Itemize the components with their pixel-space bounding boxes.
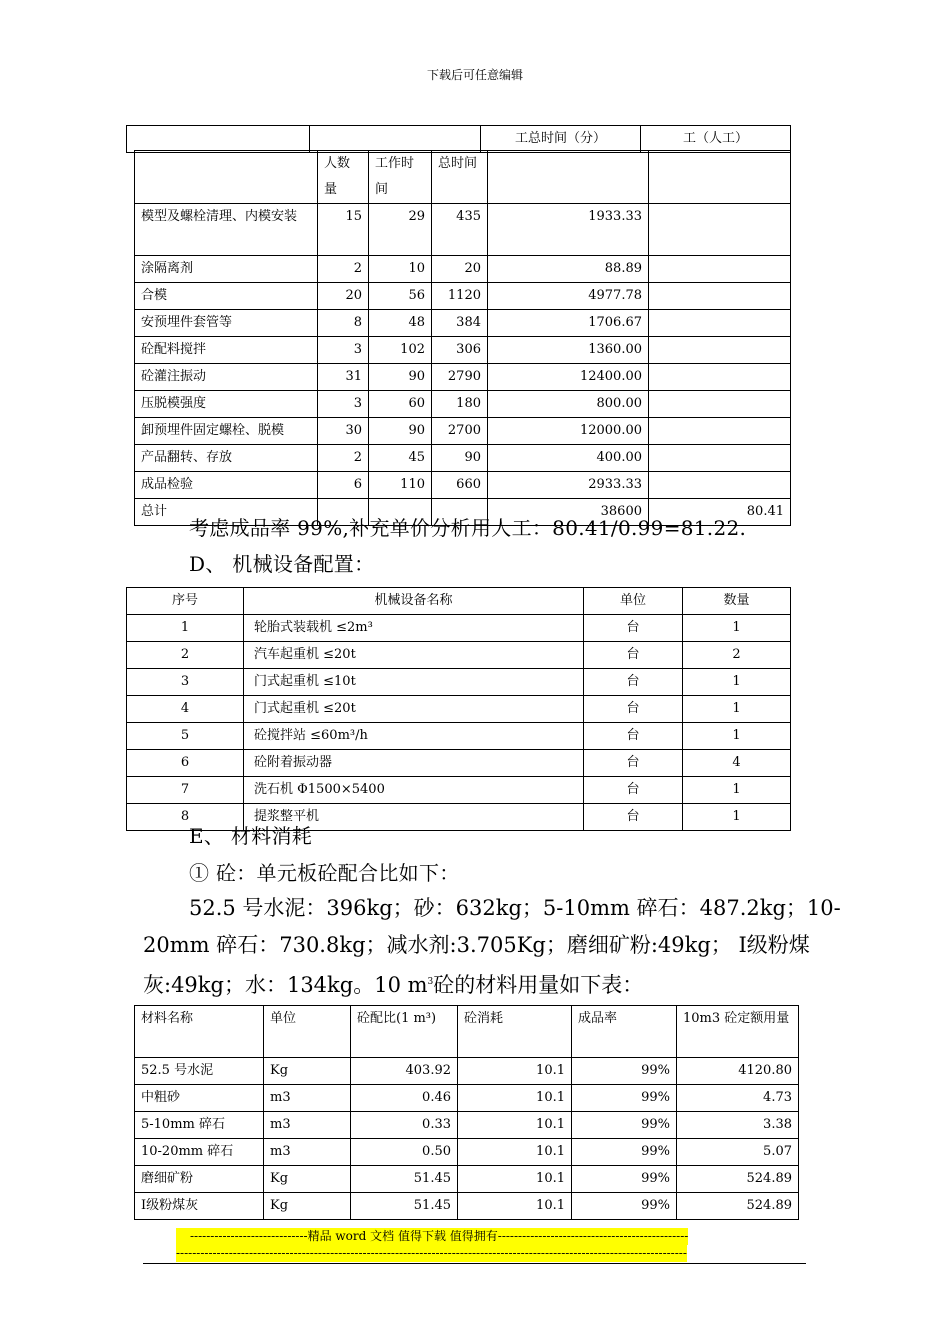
table-cell: 5 bbox=[127, 723, 244, 750]
table-cell: 1 bbox=[683, 669, 791, 696]
table-cell: 56 bbox=[369, 283, 432, 310]
table-row bbox=[135, 364, 791, 391]
table-cell: 1 bbox=[683, 615, 791, 642]
table-cell bbox=[649, 283, 791, 310]
table-header-row bbox=[135, 151, 791, 204]
table-cell: 29 bbox=[369, 204, 432, 256]
table-cell: 80.41 bbox=[649, 499, 791, 526]
table-cell: 51.45 bbox=[351, 1193, 458, 1220]
table-row bbox=[127, 642, 791, 669]
table-cell: 20 bbox=[318, 283, 369, 310]
table-cell: 中粗砂 bbox=[135, 1085, 264, 1112]
table-cell: 汽车起重机 ≤20t bbox=[244, 642, 584, 669]
table-cell: 门式起重机 ≤10t bbox=[244, 669, 584, 696]
footer-line: -----------------------------精品 word 文档 值得下载 值得拥有----------------------------------------------- bbox=[176, 1228, 688, 1245]
footer-line: ------------------------------------------------------------------------------------------------------------------------------ bbox=[176, 1246, 687, 1260]
table-row bbox=[135, 445, 791, 472]
table-cell: 台 bbox=[584, 777, 683, 804]
table-cell: 压脱模强度 bbox=[135, 391, 318, 418]
table-cell: 台 bbox=[584, 804, 683, 831]
table-cell: 1360.00 bbox=[488, 337, 649, 364]
table-cell: 10.1 bbox=[458, 1139, 572, 1166]
table-cell: 524.89 bbox=[677, 1166, 799, 1193]
table-cell: 90 bbox=[432, 445, 488, 472]
table-header-cell: 单位 bbox=[584, 588, 683, 615]
table-cell: 2 bbox=[318, 256, 369, 283]
table-row bbox=[127, 126, 791, 153]
table-header-cell: 机械设备名称 bbox=[244, 588, 584, 615]
table-cell: 99% bbox=[572, 1166, 677, 1193]
table-row bbox=[135, 472, 791, 499]
table-cell: 90 bbox=[369, 364, 432, 391]
table-cell: 1 bbox=[683, 804, 791, 831]
table-row bbox=[135, 283, 791, 310]
table-cell: 524.89 bbox=[677, 1193, 799, 1220]
table-cell: 99% bbox=[572, 1193, 677, 1220]
table-cell: 10 bbox=[369, 256, 432, 283]
table-header-cell: 工作时间 bbox=[369, 151, 432, 204]
table-cell: 4.73 bbox=[677, 1085, 799, 1112]
table-row bbox=[135, 1193, 799, 1220]
section-e-heading: E、 材料消耗 bbox=[189, 824, 313, 848]
table-row bbox=[135, 256, 791, 283]
table-cell: 99% bbox=[572, 1085, 677, 1112]
table-cell: 1 bbox=[127, 615, 244, 642]
table-cell: 提浆整平机 bbox=[244, 804, 584, 831]
table-cell: 砼灌注振动 bbox=[135, 364, 318, 391]
table-cell: 10.1 bbox=[458, 1058, 572, 1085]
table-cell: 12000.00 bbox=[488, 418, 649, 445]
table-header-cell: 单位 bbox=[264, 1006, 351, 1058]
table-cell: 20 bbox=[432, 256, 488, 283]
table-cell: 1 bbox=[683, 777, 791, 804]
table-cell: 1706.67 bbox=[488, 310, 649, 337]
table-cell: 10.1 bbox=[458, 1112, 572, 1139]
table-header-cell: 材料名称 bbox=[135, 1006, 264, 1058]
table-header-cell: 砼消耗 bbox=[458, 1006, 572, 1058]
table-cell bbox=[649, 391, 791, 418]
table-cell: 435 bbox=[432, 204, 488, 256]
materials-table bbox=[134, 1005, 799, 1220]
table-cell bbox=[649, 472, 791, 499]
table-cell: m3 bbox=[264, 1139, 351, 1166]
table-row bbox=[135, 204, 791, 256]
table-cell bbox=[649, 256, 791, 283]
table-cell: 6 bbox=[127, 750, 244, 777]
table-row bbox=[127, 669, 791, 696]
table-cell: 5.07 bbox=[677, 1139, 799, 1166]
table-cell: 1933.33 bbox=[488, 204, 649, 256]
table-row bbox=[135, 1112, 799, 1139]
table-cell: 102 bbox=[369, 337, 432, 364]
paragraph-line: 20mm 碎石：730.8kg；减水剂:3.705Kg；磨细矿粉:49kg； Ⅰ级粉煤 bbox=[143, 933, 810, 957]
table-cell: Kg bbox=[264, 1058, 351, 1085]
table-row bbox=[135, 391, 791, 418]
table-header-cell: 10m3 砼定额用量 bbox=[677, 1006, 799, 1058]
table-cell: 7 bbox=[127, 777, 244, 804]
table-row bbox=[127, 723, 791, 750]
table-cell bbox=[649, 445, 791, 472]
labor-table-top-row bbox=[126, 125, 791, 153]
table-cell bbox=[649, 204, 791, 256]
table-row bbox=[135, 337, 791, 364]
table-cell: 台 bbox=[584, 642, 683, 669]
table-cell: 45 bbox=[369, 445, 432, 472]
table-header-cell: 成品率 bbox=[572, 1006, 677, 1058]
table-cell: 涂隔离剂 bbox=[135, 256, 318, 283]
table-cell: 总计 bbox=[135, 499, 318, 526]
table-cell: 8 bbox=[127, 804, 244, 831]
table-row bbox=[127, 615, 791, 642]
paragraph-line bbox=[143, 964, 808, 1004]
table-cell: 31 bbox=[318, 364, 369, 391]
table-cell: 2933.33 bbox=[488, 472, 649, 499]
table-cell: 99% bbox=[572, 1058, 677, 1085]
table-row bbox=[135, 1058, 799, 1085]
table-cell: 0.50 bbox=[351, 1139, 458, 1166]
table-row bbox=[135, 310, 791, 337]
table-cell: 51.45 bbox=[351, 1166, 458, 1193]
table-cell: 成品检验 bbox=[135, 472, 318, 499]
table-cell: 台 bbox=[584, 696, 683, 723]
table-cell bbox=[310, 126, 481, 153]
footer-divider bbox=[143, 1263, 806, 1264]
table-cell: 卸预埋件固定螺栓、脱模 bbox=[135, 418, 318, 445]
table-cell: 2790 bbox=[432, 364, 488, 391]
table-row bbox=[135, 1085, 799, 1112]
table-cell: 384 bbox=[432, 310, 488, 337]
table-header-cell bbox=[135, 151, 318, 204]
superscript: 3 bbox=[427, 977, 434, 987]
table-cell: 台 bbox=[584, 723, 683, 750]
table-cell: 99% bbox=[572, 1139, 677, 1166]
paragraph-text: 砼的材料用量如下表： bbox=[433, 973, 644, 997]
table-cell: 磨细矿粉 bbox=[135, 1166, 264, 1193]
table-cell: 4977.78 bbox=[488, 283, 649, 310]
table-header-cell bbox=[488, 151, 649, 204]
table-cell: 合模 bbox=[135, 283, 318, 310]
table-header-cell: 人数量 bbox=[318, 151, 369, 204]
section-d-heading: D、 机械设备配置： bbox=[189, 552, 375, 576]
table-cell: 2700 bbox=[432, 418, 488, 445]
table-cell: 模型及螺栓清理、内模安装 bbox=[135, 204, 318, 256]
table-cell: 工（人工） bbox=[641, 126, 791, 153]
table-cell: 4120.80 bbox=[677, 1058, 799, 1085]
table-row bbox=[135, 418, 791, 445]
paragraph-line: 52.5 号水泥：396kg；砂：632kg；5-10mm 碎石：487.2kg；10- bbox=[189, 896, 841, 920]
table-cell: 6 bbox=[318, 472, 369, 499]
table-cell: 0.46 bbox=[351, 1085, 458, 1112]
table-cell: 1120 bbox=[432, 283, 488, 310]
table-cell: 403.92 bbox=[351, 1058, 458, 1085]
table-header-cell: 数量 bbox=[683, 588, 791, 615]
table-cell: 800.00 bbox=[488, 391, 649, 418]
table-cell: m3 bbox=[264, 1085, 351, 1112]
table-cell: 工总时间（分） bbox=[481, 126, 641, 153]
table-header-cell: 序号 bbox=[127, 588, 244, 615]
table-cell bbox=[649, 418, 791, 445]
table-cell: 48 bbox=[369, 310, 432, 337]
table-cell: 1 bbox=[683, 723, 791, 750]
table-cell: 90 bbox=[369, 418, 432, 445]
table-cell: 180 bbox=[432, 391, 488, 418]
footer-banner bbox=[176, 1228, 774, 1262]
table-cell: 88.89 bbox=[488, 256, 649, 283]
table-row bbox=[127, 750, 791, 777]
table-cell: 轮胎式装载机 ≤2m³ bbox=[244, 615, 584, 642]
table-cell: 台 bbox=[584, 750, 683, 777]
table-cell bbox=[649, 310, 791, 337]
table-cell bbox=[127, 126, 310, 153]
table-cell: 10-20mm 碎石 bbox=[135, 1139, 264, 1166]
table-cell: 砼附着振动器 bbox=[244, 750, 584, 777]
table-cell: 10.1 bbox=[458, 1085, 572, 1112]
labor-time-table bbox=[134, 150, 791, 526]
table-cell: 3 bbox=[127, 669, 244, 696]
table-cell: 10.1 bbox=[458, 1166, 572, 1193]
table-header-row bbox=[127, 588, 791, 615]
table-cell: 15 bbox=[318, 204, 369, 256]
table-cell: 5-10mm 碎石 bbox=[135, 1112, 264, 1139]
table-cell: 洗石机 Φ1500×5400 bbox=[244, 777, 584, 804]
table-cell: 8 bbox=[318, 310, 369, 337]
table-cell: 306 bbox=[432, 337, 488, 364]
table-cell: 110 bbox=[369, 472, 432, 499]
table-cell: 砼配料搅拌 bbox=[135, 337, 318, 364]
table-cell: 660 bbox=[432, 472, 488, 499]
table-row bbox=[127, 777, 791, 804]
table-cell: 台 bbox=[584, 615, 683, 642]
table-cell: 安预埋件套管等 bbox=[135, 310, 318, 337]
concrete-item-heading: ① 砼：单元板砼配合比如下： bbox=[189, 861, 460, 885]
page-header: 下载后可任意编辑 bbox=[426, 68, 523, 82]
table-header-cell: 总时间 bbox=[432, 151, 488, 204]
table-cell: 0.33 bbox=[351, 1112, 458, 1139]
table-cell: 2 bbox=[318, 445, 369, 472]
table-cell: 30 bbox=[318, 418, 369, 445]
table-cell: m3 bbox=[264, 1112, 351, 1139]
table-cell: 台 bbox=[584, 669, 683, 696]
table-cell: 38600 bbox=[488, 499, 649, 526]
paragraph-text: 灰:49kg；水：134kg。10 m bbox=[143, 973, 428, 997]
table-row bbox=[135, 1166, 799, 1193]
mix-ratio-paragraph bbox=[143, 890, 841, 1004]
table-cell: 门式起重机 ≤20t bbox=[244, 696, 584, 723]
table-cell: 52.5 号水泥 bbox=[135, 1058, 264, 1085]
table-cell: 99% bbox=[572, 1112, 677, 1139]
table-cell bbox=[649, 337, 791, 364]
table-cell: Ⅰ级粉煤灰 bbox=[135, 1193, 264, 1220]
table-cell: 2 bbox=[127, 642, 244, 669]
table-cell: 4 bbox=[127, 696, 244, 723]
table-header-row bbox=[135, 1006, 799, 1058]
table-cell: 400.00 bbox=[488, 445, 649, 472]
table-cell: 2 bbox=[683, 642, 791, 669]
table-cell: 3 bbox=[318, 391, 369, 418]
table-cell: Kg bbox=[264, 1166, 351, 1193]
table-cell: 12400.00 bbox=[488, 364, 649, 391]
table-cell: 4 bbox=[683, 750, 791, 777]
table-cell: 3.38 bbox=[677, 1112, 799, 1139]
table-header-cell: 砼配比(1 m³) bbox=[351, 1006, 458, 1058]
table-header-cell bbox=[649, 151, 791, 204]
table-cell bbox=[649, 364, 791, 391]
table-cell: 砼搅拌站 ≤60m³/h bbox=[244, 723, 584, 750]
table-cell: 3 bbox=[318, 337, 369, 364]
table-cell: 产品翻转、存放 bbox=[135, 445, 318, 472]
table-cell: 60 bbox=[369, 391, 432, 418]
table-row bbox=[135, 1139, 799, 1166]
table-cell: Kg bbox=[264, 1193, 351, 1220]
table-row bbox=[127, 696, 791, 723]
equipment-table bbox=[126, 587, 791, 831]
table-cell: 10.1 bbox=[458, 1193, 572, 1220]
table-cell: 1 bbox=[683, 696, 791, 723]
labor-summary-text: 考虑成品率 99%,补充单价分析用人工：80.41/0.99=81.22. bbox=[189, 516, 747, 540]
